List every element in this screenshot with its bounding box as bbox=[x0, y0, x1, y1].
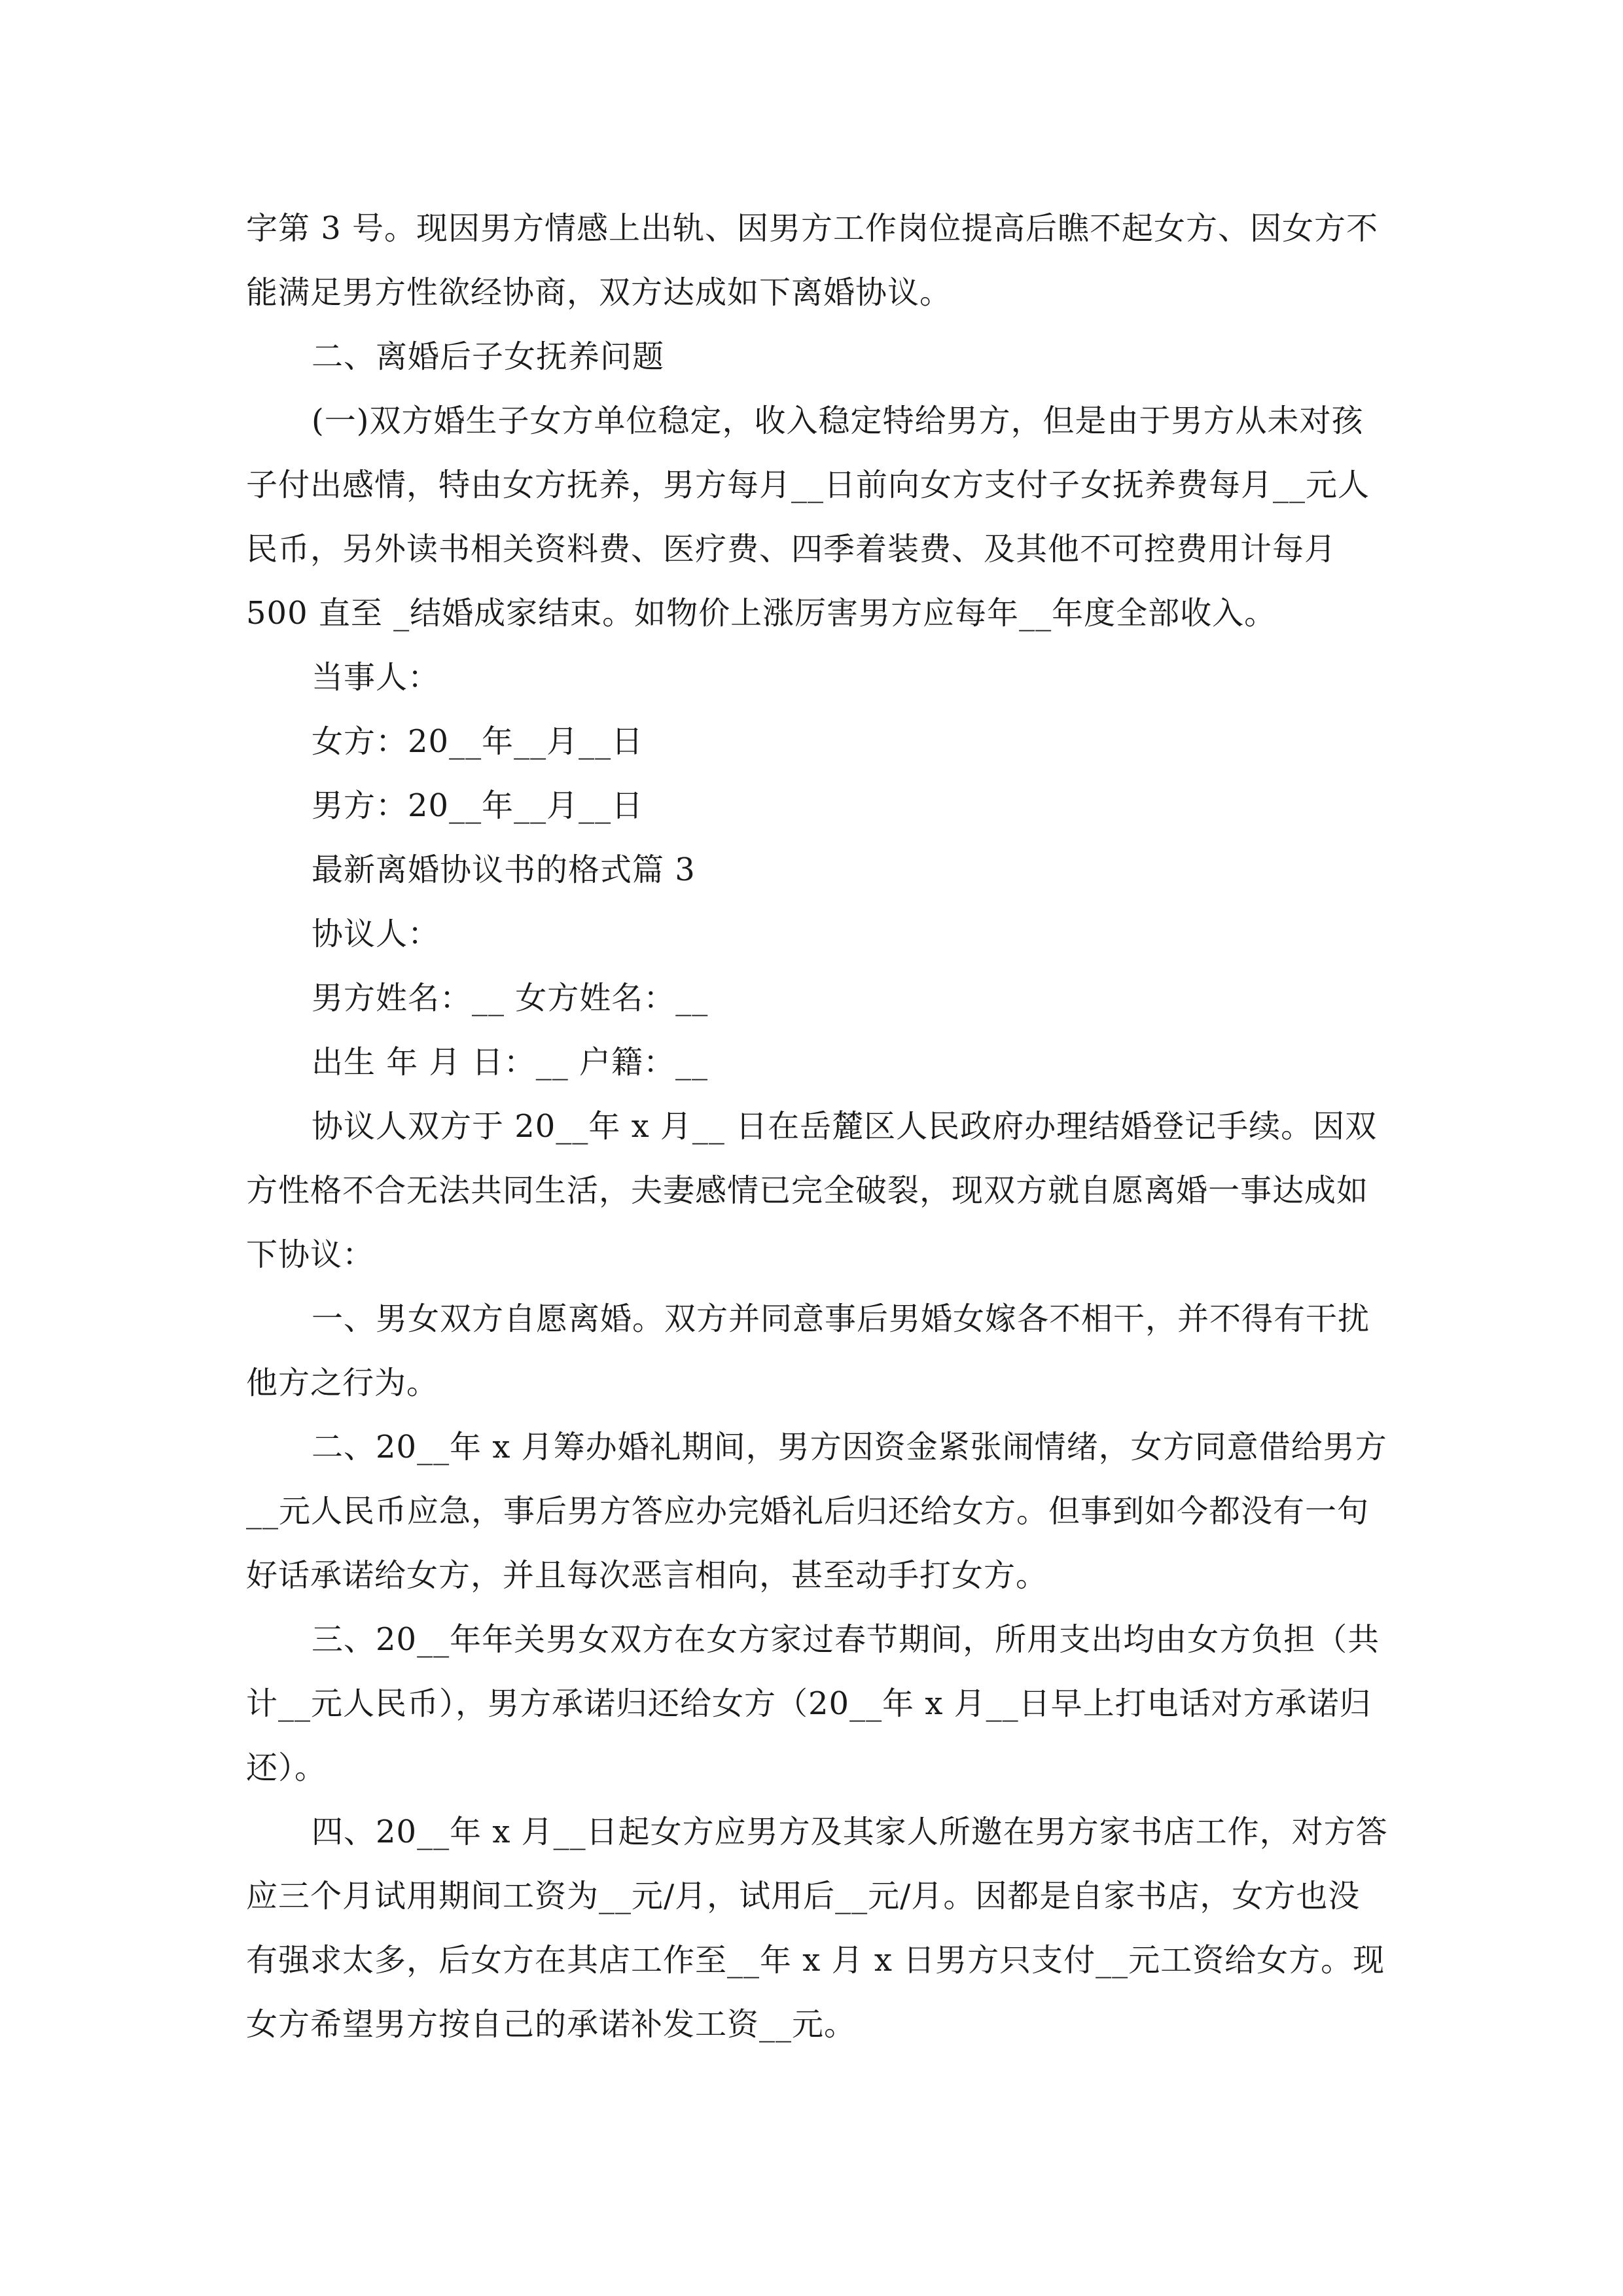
clause-line: 四、20__年 x 月__日起女方应男方及其家人所邀在男方家书店工作，对方答 bbox=[312, 1814, 1388, 1850]
paragraph-line: (一)双方婚生子女方单位稳定，收入稳定特给男方，但是由于男方从未对孩 bbox=[312, 403, 1364, 439]
agreement-parties-label: 协议人： bbox=[312, 916, 440, 952]
document-body bbox=[246, 196, 1388, 2056]
clause-line: 三、20__年年关男女双方在女方家过春节期间，所用支出均由女方负担（共 bbox=[312, 1621, 1380, 1658]
clause-line: 他方之行为。 bbox=[246, 1365, 439, 1401]
paragraph-line: 下协议： bbox=[246, 1236, 375, 1273]
clause-line: 有强求太多，后女方在其店工作至__年 x 月 x 日男方只支付__元工资给女方。现 bbox=[246, 1942, 1385, 1979]
clause-line: 还）。 bbox=[246, 1749, 327, 1786]
paragraph-line: 方性格不合无法共同生活，夫妻感情已完全破裂，现双方就自愿离婚一事达成如 bbox=[246, 1172, 1369, 1209]
paragraph-line: 字第 3 号。现因男方情感上出轨、因男方工作岗位提高后瞧不起女方、因女方不 bbox=[246, 210, 1379, 247]
paragraph-line: 协议人双方于 20__年 x 月__ 日在岳麓区人民政府办理结婚登记手续。因双 bbox=[312, 1108, 1378, 1145]
section-heading: 二、离婚后子女抚养问题 bbox=[312, 338, 665, 375]
clause-line: __元人民币应急，事后男方答应办完婚礼后归还给女方。但事到如今都没有一句 bbox=[246, 1493, 1370, 1530]
paragraph-line: 子付出感情，特由女方抚养，男方每月__日前向女方支付子女抚养费每月__元人 bbox=[246, 467, 1370, 503]
clause-line: 计__元人民币），男方承诺归还给女方（20__年 x 月__日早上打电话对方承诺归 bbox=[246, 1685, 1372, 1722]
parties-label: 当事人： bbox=[312, 659, 440, 696]
names-field-line: 男方姓名：__ 女方姓名：__ bbox=[312, 980, 709, 1016]
section-title: 最新离婚协议书的格式篇 3 bbox=[312, 852, 696, 888]
clause-line: 一、男女双方自愿离婚。双方并同意事后男婚女嫁各不相干，并不得有干扰 bbox=[312, 1300, 1370, 1337]
clause-line: 二、20__年 x 月筹办婚礼期间，男方因资金紧张闹情绪，女方同意借给男方 bbox=[312, 1429, 1387, 1465]
paragraph-line: 能满足男方性欲经协商，双方达成如下离婚协议。 bbox=[246, 274, 952, 311]
birth-residence-field-line: 出生 年 月 日：__ 户籍：__ bbox=[312, 1044, 709, 1081]
female-party-date: 女方：20__年__月__日 bbox=[312, 723, 644, 760]
clause-line: 女方希望男方按自己的承诺补发工资__元。 bbox=[246, 2006, 857, 2043]
clause-line: 好话承诺给女方，并且每次恶言相向，甚至动手打女方。 bbox=[246, 1557, 1048, 1594]
clause-line: 应三个月试用期间工资为__元/月，试用后__元/月。因都是自家书店，女方也没 bbox=[246, 1878, 1361, 1914]
paragraph-line: 民币，另外读书相关资料费、医疗费、四季着装费、及其他不可控费用计每月 bbox=[246, 531, 1337, 567]
male-party-date: 男方：20__年__月__日 bbox=[312, 787, 644, 824]
paragraph-line: 500 直至 _结婚成家结束。如物价上涨厉害男方应每年__年度全部收入。 bbox=[246, 595, 1277, 632]
